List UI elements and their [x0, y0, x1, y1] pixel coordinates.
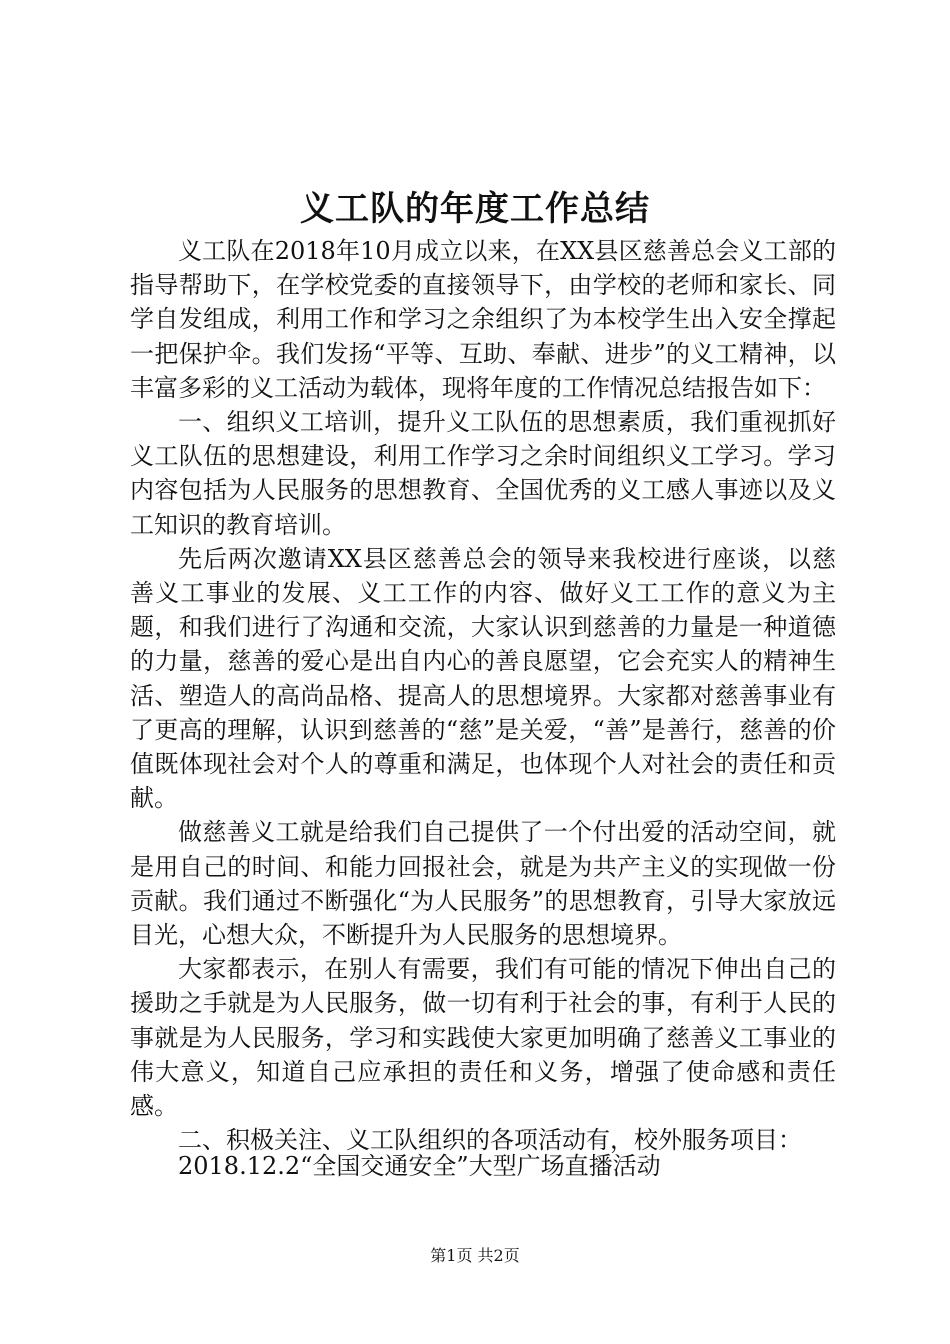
- document-body: [130, 234, 836, 1157]
- activity-item: 2018.12.2“全国交通安全”大型广场直播活动: [178, 1152, 661, 1180]
- document-title: 义工队的年度工作总结: [300, 189, 650, 229]
- paragraph-training: 一、组织义工培训，提升义工队伍的思想素质，我们重视抓好义工队伍的思想建设，利用工作学习之余时间组织义工学习。学习内容包括为人民服务的思想教育、全国优秀的义工感人事迹以及义工知识的教育培训。: [130, 408, 836, 539]
- paragraph-intro: 义工队在2018年10月成立以来，在XX县区慈善总会义工部的指导帮助下，在学校党委的直接领导下，由学校的老师和家长、同学自发组成，利用工作和学习之余组织了为本校学生出入安全撑起一把保护伞。我们发扬“平等、互助、奉献、进步”的义工精神，以丰富多彩的义工活动为载体，现将年度的工作情况总结报告如下：: [130, 237, 836, 402]
- paragraph-statement: 大家都表示，在别人有需要，我们有可能的情况下伸出自己的援助之手就是为人民服务，做一切有利于社会的事，有利于人民的事就是为人民服务，学习和实践使大家更加明确了慈善义工事业的伟大意义，知道自己应承担的责任和义务，增强了使命感和责任感。: [130, 955, 836, 1121]
- paragraph-volunteer-meaning: 做慈善义工就是给我们自己提供了一个付出爱的活动空间，就是用自己的时间、和能力回报社会，就是为共产主义的实现做一份贡献。我们通过不断强化“为人民服务”的思想教育，引导大家放远目光，心想大众，不断提升为人民服务的思想境界。: [130, 818, 836, 950]
- page-footer: 第1页 共2页: [430, 1246, 520, 1265]
- paragraph-invitation: 先后两次邀请XX县区慈善总会的领导来我校进行座谈，以慈善义工事业的发展、义工工作的内容、做好义工工作的意义为主题，和我们进行了沟通和交流，大家认识到慈善的力量是一种道德的力量，慈善的爱心是出自内心的善良愿望，它会充实人的精神生活、塑造人的高尚品格、提高人的思想境界。大家都对慈善事业有了更高的理解，认识到慈善的“慈”是关爱，“善”是善行，慈善的价值既体现社会对个人的尊重和满足，也体现个人对社会的责任和贡献。: [130, 544, 836, 813]
- paragraph-activities: 二、积极关注、义工队组织的各项活动有，校外服务项目：: [178, 1126, 802, 1155]
